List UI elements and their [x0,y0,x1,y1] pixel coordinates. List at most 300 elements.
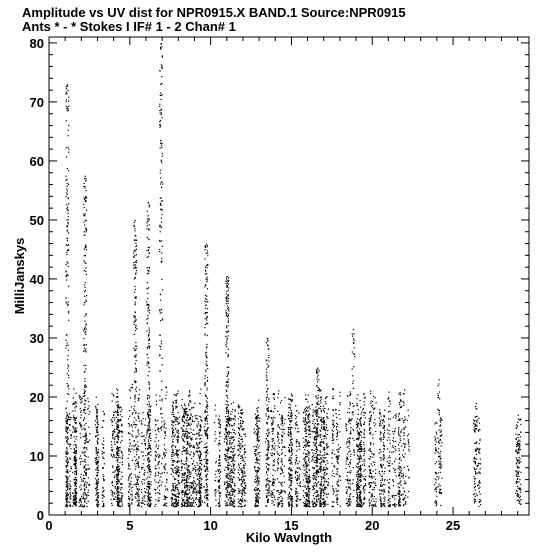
data-point [408,444,409,445]
data-point [163,452,164,453]
data-point [175,419,176,420]
data-point [80,412,81,413]
data-point [332,409,333,410]
data-point [196,448,197,449]
data-point [296,416,297,417]
data-point [321,441,322,442]
data-point [307,408,308,409]
data-point [371,406,372,407]
data-point [157,487,158,488]
data-point [156,394,157,395]
data-point [199,432,200,433]
data-point [305,394,306,395]
data-point [174,454,175,455]
data-point [380,449,381,450]
data-point [103,447,104,448]
data-point [277,499,278,500]
data-point [350,493,351,494]
data-point [97,463,98,464]
data-point [164,499,165,500]
data-point [189,433,190,434]
data-point [96,451,97,452]
data-point [240,451,241,452]
data-point [240,499,241,500]
data-point [229,492,230,493]
data-point [114,432,115,433]
data-point [350,431,351,432]
data-point [219,450,220,451]
data-point [394,415,395,416]
data-point [388,418,389,419]
data-point [76,479,77,480]
data-point [244,445,245,446]
data-point [255,470,256,471]
data-point [332,475,333,476]
data-point [389,401,390,402]
data-point [190,485,191,486]
data-point [81,410,82,411]
data-point [255,499,256,500]
data-point [288,412,289,413]
data-point [80,461,81,462]
data-point [120,414,121,415]
data-point [131,502,132,503]
data-point [207,423,208,424]
data-point [196,450,197,451]
data-point [182,419,183,420]
data-point [306,454,307,455]
data-point [85,498,86,499]
data-point [234,500,235,501]
data-point [299,476,300,477]
data-point [359,487,360,488]
data-point [389,501,390,502]
data-point [290,485,291,486]
data-point [172,430,173,431]
data-point [231,418,232,419]
data-point [289,458,290,459]
data-point [89,440,90,441]
data-point [289,493,290,494]
data-point [194,421,195,422]
data-point [233,468,234,469]
data-point [137,461,138,462]
data-point [97,470,98,471]
data-point [314,425,315,426]
data-point [242,412,243,413]
data-point [272,453,273,454]
data-point [292,400,293,401]
data-point [119,462,120,463]
data-point [324,506,325,507]
data-point [316,427,317,428]
data-point [184,479,185,480]
data-point [112,505,113,506]
data-point [155,424,156,425]
data-point [359,461,360,462]
data-point [369,418,370,419]
data-point [242,441,243,442]
data-point [157,492,158,493]
data-point [79,458,80,459]
data-point [361,502,362,503]
data-point [177,418,178,419]
data-point [360,481,361,482]
data-point [177,489,178,490]
data-point [288,432,289,433]
data-point [112,472,113,473]
data-point [324,461,325,462]
data-point [96,409,97,410]
data-point [399,463,400,464]
data-point [218,469,219,470]
data-point [164,466,165,467]
data-point [395,446,396,447]
data-point [193,490,194,491]
data-point [373,501,374,502]
data-point [173,462,174,463]
data-point [187,504,188,505]
data-point [200,393,201,394]
data-point [297,477,298,478]
data-point [199,476,200,477]
data-point [111,494,112,495]
data-point [238,450,239,451]
data-point [245,493,246,494]
data-point [129,433,130,434]
data-point [131,425,132,426]
data-point [337,474,338,475]
data-point [274,408,275,409]
data-point [304,470,305,471]
data-point [272,446,273,447]
data-point [384,421,385,422]
data-point [241,455,242,456]
data-point [282,415,283,416]
data-point [272,493,273,494]
data-point [120,447,121,448]
data-point [232,463,233,464]
data-point [88,490,89,491]
data-point [278,490,279,491]
data-point [357,403,358,404]
data-point [259,491,260,492]
data-point [195,473,196,474]
data-point [98,478,99,479]
data-point [188,501,189,502]
data-point [238,432,239,433]
data-point [95,462,96,463]
data-point [273,420,274,421]
data-point [66,486,67,487]
data-point [231,436,232,437]
data-point [324,436,325,437]
data-point [316,484,317,485]
data-point [76,488,77,489]
data-point [388,499,389,500]
data-point [97,404,98,405]
data-point [95,460,96,461]
data-point [296,504,297,505]
data-point [112,431,113,432]
data-point [200,430,201,431]
data-point [176,407,177,408]
data-point [204,502,205,503]
data-point [258,439,259,440]
data-point [350,432,351,433]
data-point [347,453,348,454]
data-point [389,451,390,452]
data-point [204,486,205,487]
data-point [242,481,243,482]
data-point [291,448,292,449]
data-point [357,423,358,424]
data-point [309,476,310,477]
data-point [129,503,130,504]
data-point [369,421,370,422]
data-point [69,413,70,414]
data-point [119,481,120,482]
data-point [399,505,400,506]
data-point [304,460,305,461]
data-point [347,396,348,397]
data-point [408,470,409,471]
data-point [314,477,315,478]
data-point [166,482,167,483]
data-point [216,461,217,462]
data-point [328,478,329,479]
data-point [288,494,289,495]
data-point [128,486,129,487]
data-point [193,453,194,454]
data-point [97,440,98,441]
data-point [187,417,188,418]
data-point [255,476,256,477]
data-point [398,503,399,504]
data-point [323,461,324,462]
data-point [258,454,259,455]
data-point [189,437,190,438]
data-point [121,472,122,473]
data-point [245,433,246,434]
data-point [279,455,280,456]
data-point [233,499,234,500]
data-point [96,450,97,451]
data-point [383,435,384,436]
data-point [321,477,322,478]
data-point [208,427,209,428]
data-point [172,503,173,504]
data-point [79,422,80,423]
data-point [75,468,76,469]
data-point [256,502,257,503]
data-point [272,483,273,484]
data-point [292,444,293,445]
data-point [192,407,193,408]
data-point [155,489,156,490]
data-point [299,449,300,450]
data-point [150,433,151,434]
data-point [150,474,151,475]
data-point [67,483,68,484]
data-point [196,491,197,492]
data-point [187,444,188,445]
data-point [240,463,241,464]
data-point [315,449,316,450]
data-point [278,445,279,446]
data-point [219,485,220,486]
data-point [194,465,195,466]
data-point [185,485,186,486]
data-point [233,457,234,458]
data-point [240,425,241,426]
data-point [384,479,385,480]
data-point [173,416,174,417]
data-point [227,459,228,460]
data-point [340,404,341,405]
data-point [363,442,364,443]
data-point [323,506,324,507]
data-point [121,500,122,501]
data-point [389,479,390,480]
data-point [132,384,133,385]
data-point [239,429,240,430]
data-point [172,434,173,435]
data-point [97,468,98,469]
data-point [328,493,329,494]
data-point [316,433,317,434]
data-point [174,446,175,447]
data-point [271,425,272,426]
data-point [231,461,232,462]
data-point [392,431,393,432]
data-point [175,424,176,425]
data-point [371,505,372,506]
data-point [324,411,325,412]
data-point [384,471,385,472]
data-point [400,394,401,395]
data-point [241,460,242,461]
data-point [121,498,122,499]
data-point [272,433,273,434]
data-point [76,466,77,467]
data-point [242,445,243,446]
data-point [382,420,383,421]
data-point [277,436,278,437]
data-point [206,498,207,499]
data-point [332,437,333,438]
data-point [187,448,188,449]
data-point [129,410,130,411]
data-point [291,477,292,478]
data-point [349,419,350,420]
data-point [399,487,400,488]
data-point [291,418,292,419]
data-point [259,460,260,461]
data-point [173,403,174,404]
data-point [306,425,307,426]
data-point [193,456,194,457]
data-point [131,387,132,388]
data-point [97,485,98,486]
data-point [256,434,257,435]
data-point [323,502,324,503]
data-point [96,449,97,450]
data-point [384,430,385,431]
data-point [219,427,220,428]
data-point [336,469,337,470]
data-point [245,463,246,464]
data-point [189,390,190,391]
data-point [184,417,185,418]
data-point [238,423,239,424]
data-point [79,499,80,500]
data-point [95,407,96,408]
data-point [74,451,75,452]
data-point [158,428,159,429]
data-point [165,450,166,451]
data-point [75,401,76,402]
data-point [141,432,142,433]
data-point [350,462,351,463]
data-point [150,451,151,452]
data-point [174,503,175,504]
data-point [177,441,178,442]
data-point [324,493,325,494]
data-point [75,484,76,485]
data-point [181,436,182,437]
data-point [186,478,187,479]
data-point [278,497,279,498]
data-point [338,451,339,452]
data-point [388,406,389,407]
data-point [280,501,281,502]
data-point [258,447,259,448]
data-point [81,402,82,403]
data-point [165,497,166,498]
data-point [199,482,200,483]
data-point [323,406,324,407]
data-point [371,500,372,501]
data-point [166,387,167,388]
data-point [298,446,299,447]
data-point [276,491,277,492]
data-point [271,418,272,419]
data-point [239,465,240,466]
data-point [132,387,133,388]
data-point [229,440,230,441]
data-point [201,500,202,501]
data-point [256,495,257,496]
data-point [253,446,254,447]
data-point [370,418,371,419]
data-point [398,434,399,435]
data-point [198,490,199,491]
data-point [298,442,299,443]
data-point [281,454,282,455]
data-point [269,446,270,447]
data-point [359,459,360,460]
data-point [201,427,202,428]
data-point [258,417,259,418]
data-point [128,458,129,459]
data-point [393,417,394,418]
data-point [196,415,197,416]
data-point [141,436,142,437]
data-point [128,478,129,479]
data-point [199,434,200,435]
data-point [74,471,75,472]
